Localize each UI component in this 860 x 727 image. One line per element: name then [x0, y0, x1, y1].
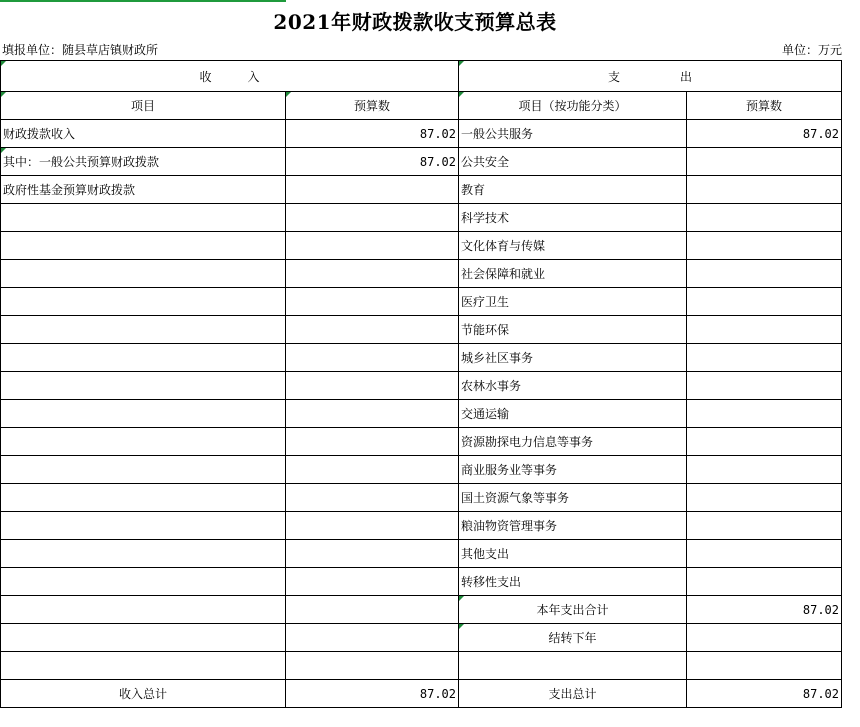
expense-budget-header[interactable]: 预算数	[687, 92, 842, 120]
expense-value-cell[interactable]	[687, 372, 842, 400]
expense-value-cell[interactable]	[687, 428, 842, 456]
expense-item-cell[interactable]: 科学技术	[459, 204, 687, 232]
income-value-cell[interactable]	[286, 316, 459, 344]
income-item-cell[interactable]	[1, 372, 286, 400]
table-row	[1, 120, 842, 148]
expense-item-cell[interactable]: 其他支出	[459, 540, 687, 568]
table-row	[1, 512, 842, 540]
top-accent-line	[0, 0, 286, 2]
income-item-cell[interactable]	[1, 428, 286, 456]
expense-item-cell[interactable]: 商业服务业等事务	[459, 456, 687, 484]
income-item-cell[interactable]	[1, 624, 286, 652]
income-item-cell[interactable]	[1, 204, 286, 232]
table-row	[1, 456, 842, 484]
table-row	[1, 204, 842, 232]
income-budget-header[interactable]: 预算数	[286, 92, 459, 120]
income-total-value[interactable]: 87.02	[286, 680, 459, 708]
expense-value-cell[interactable]	[687, 204, 842, 232]
income-item-cell[interactable]	[1, 344, 286, 372]
expense-value-cell[interactable]	[687, 344, 842, 372]
table-row	[1, 400, 842, 428]
table-row	[1, 624, 842, 652]
income-value-cell[interactable]	[286, 204, 459, 232]
expense-value-cell[interactable]	[687, 232, 842, 260]
empty-cell[interactable]	[687, 652, 842, 680]
table-row	[1, 232, 842, 260]
expense-value-cell[interactable]	[687, 624, 842, 652]
expense-value-cell[interactable]	[687, 260, 842, 288]
income-item-header[interactable]: 项目	[1, 92, 286, 120]
totals-row	[1, 680, 842, 708]
expense-value-cell[interactable]	[687, 484, 842, 512]
income-item-cell[interactable]	[1, 540, 286, 568]
table-row	[1, 484, 842, 512]
income-item-cell[interactable]	[1, 232, 286, 260]
empty-cell[interactable]	[459, 652, 687, 680]
income-value-cell[interactable]	[286, 288, 459, 316]
income-value-cell[interactable]	[286, 372, 459, 400]
income-value-cell[interactable]	[286, 568, 459, 596]
income-value-cell[interactable]	[286, 484, 459, 512]
income-item-cell[interactable]	[1, 316, 286, 344]
expense-item-cell[interactable]: 教育	[459, 176, 687, 204]
expense-item-cell[interactable]: 一般公共服务	[459, 120, 687, 148]
expense-value-cell[interactable]	[687, 176, 842, 204]
budget-table	[0, 60, 842, 708]
table-row	[1, 372, 842, 400]
expense-item-cell[interactable]: 国土资源气象等事务	[459, 484, 687, 512]
table-row	[1, 596, 842, 624]
income-value-cell[interactable]	[286, 456, 459, 484]
expense-total-label[interactable]: 支出总计	[459, 680, 687, 708]
income-value-cell[interactable]	[286, 428, 459, 456]
expense-total-value[interactable]: 87.02	[687, 680, 842, 708]
table-row	[1, 148, 842, 176]
income-value-cell[interactable]	[286, 400, 459, 428]
income-item-cell[interactable]	[1, 400, 286, 428]
expense-item-cell[interactable]: 城乡社区事务	[459, 344, 687, 372]
expense-value-cell[interactable]	[687, 288, 842, 316]
expense-item-cell[interactable]: 粮油物资管理事务	[459, 512, 687, 540]
expense-value-cell[interactable]	[687, 400, 842, 428]
expense-item-cell[interactable]: 节能环保	[459, 316, 687, 344]
expense-item-cell[interactable]: 转移性支出	[459, 568, 687, 596]
empty-cell[interactable]	[1, 652, 286, 680]
income-value-cell[interactable]	[286, 176, 459, 204]
expense-value-cell[interactable]: 87.02	[687, 120, 842, 148]
income-value-cell[interactable]	[286, 232, 459, 260]
expense-item-cell[interactable]: 结转下年	[459, 624, 687, 652]
table-row	[1, 288, 842, 316]
table-row	[1, 316, 842, 344]
expense-item-cell[interactable]: 资源勘探电力信息等事务	[459, 428, 687, 456]
table-row	[1, 260, 842, 288]
empty-row	[1, 652, 842, 680]
income-value-cell[interactable]	[286, 596, 459, 624]
expense-item-cell[interactable]: 医疗卫生	[459, 288, 687, 316]
income-section-header[interactable]: 收 入	[1, 61, 459, 92]
income-item-cell[interactable]	[1, 456, 286, 484]
expense-value-cell[interactable]	[687, 316, 842, 344]
income-item-cell[interactable]	[1, 288, 286, 316]
expense-value-cell[interactable]: 87.02	[687, 596, 842, 624]
expense-section-header[interactable]: 支 出	[459, 61, 842, 92]
expense-value-cell[interactable]	[687, 456, 842, 484]
income-item-cell[interactable]: 其中：一般公共预算财政拨款	[1, 148, 286, 176]
income-value-cell[interactable]	[286, 260, 459, 288]
table-row	[1, 344, 842, 372]
expense-item-cell[interactable]: 文化体育与传媒	[459, 232, 687, 260]
table-row	[1, 176, 842, 204]
currency-unit: 单位：万元	[781, 43, 842, 57]
income-item-cell[interactable]: 财政拨款收入	[1, 120, 286, 148]
page-title: 2021年财政拨款收支预算总表	[273, 10, 557, 34]
expense-item-header[interactable]: 项目（按功能分类）	[459, 92, 687, 120]
income-value-cell[interactable]	[286, 540, 459, 568]
reporting-unit: 填报单位：随县草店镇财政所	[2, 43, 159, 57]
expense-item-cell[interactable]: 农林水事务	[459, 372, 687, 400]
expense-value-cell[interactable]	[687, 568, 842, 596]
expense-value-cell[interactable]	[687, 512, 842, 540]
expense-item-cell[interactable]: 本年支出合计	[459, 596, 687, 624]
income-value-cell[interactable]	[286, 512, 459, 540]
section-header-row	[1, 61, 842, 92]
column-header-row	[1, 92, 842, 120]
table-row	[1, 568, 842, 596]
table-row	[1, 428, 842, 456]
income-item-cell[interactable]: 政府性基金预算财政拨款	[1, 176, 286, 204]
table-row	[1, 540, 842, 568]
expense-value-cell[interactable]	[687, 148, 842, 176]
income-item-cell[interactable]	[1, 568, 286, 596]
income-item-cell[interactable]	[1, 260, 286, 288]
income-item-cell[interactable]	[1, 596, 286, 624]
income-value-cell[interactable]: 87.02	[286, 120, 459, 148]
expense-value-cell[interactable]	[687, 540, 842, 568]
empty-cell[interactable]	[286, 652, 459, 680]
expense-item-cell[interactable]: 社会保障和就业	[459, 260, 687, 288]
income-value-cell[interactable]	[286, 624, 459, 652]
expense-item-cell[interactable]: 交通运输	[459, 400, 687, 428]
income-item-cell[interactable]	[1, 512, 286, 540]
budget-table-body	[1, 61, 842, 708]
income-value-cell[interactable]	[286, 344, 459, 372]
expense-item-cell[interactable]: 公共安全	[459, 148, 687, 176]
income-item-cell[interactable]	[1, 484, 286, 512]
income-value-cell[interactable]: 87.02	[286, 148, 459, 176]
income-total-label[interactable]: 收入总计	[1, 680, 286, 708]
